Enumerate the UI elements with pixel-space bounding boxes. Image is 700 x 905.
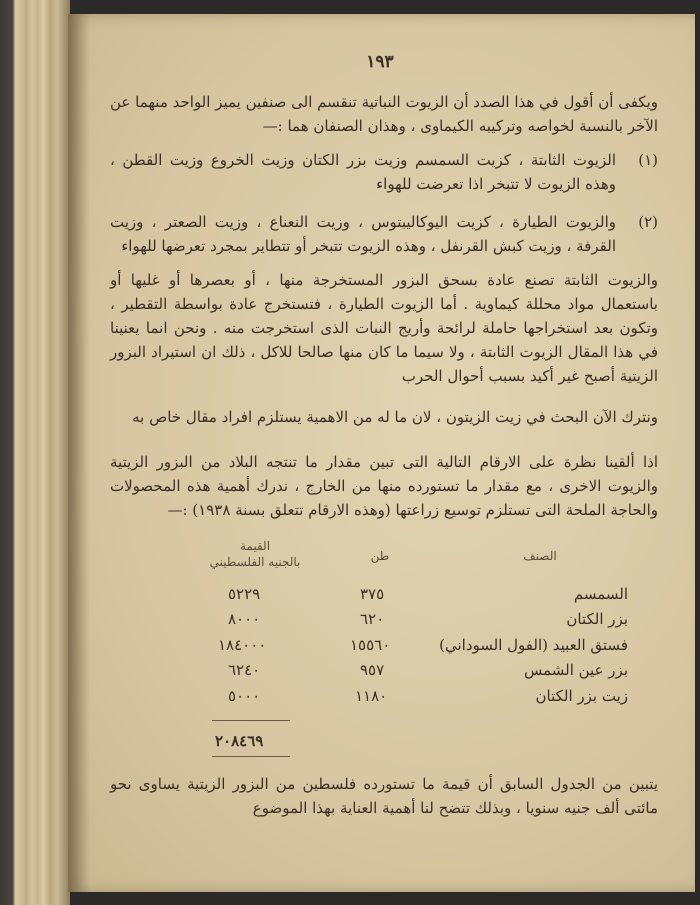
list-item-volatile-oils — [110, 210, 658, 258]
table-cell-tons: ٣٧٥ — [360, 585, 385, 603]
paragraph-olive-oil: ونترك الآن البحث في زيت الزيتون ، لان ما له من الاهمية يستلزم افراد مقال خاص به — [132, 408, 658, 426]
table-header-value-line2: بالجنيه الفلسطيني — [209, 555, 301, 569]
table-cell-tons: ١٥٥٦٠ — [350, 636, 391, 654]
table-header-kind: الصنف — [523, 549, 557, 563]
table-total-rule — [212, 720, 290, 721]
list-item-text: والزيوت الطيارة ، كزيت اليوكاليبتوس ، وزيت النعناع ، وزيت الصعتر ، وزيت القرفة ، وزيت كبش القرنفل ، وهذه الزيوت تتبخر أو تتطاير بمجرد تعرضها للهواء — [110, 213, 616, 255]
spine-shadow — [68, 14, 90, 892]
table-cell-name: فستق العبيد (الفول السوداني) — [439, 636, 628, 654]
table-total-rule — [212, 756, 290, 757]
list-item-number: (١) — [638, 151, 658, 169]
table-cell-tons: ١١٨٠ — [355, 687, 388, 705]
table-header-tons: طن — [370, 549, 390, 563]
table-cell-name: بزر عين الشمس — [523, 661, 628, 679]
paragraph-conclusion: يتبين من الجدول السابق أن قيمة ما تستورده فلسطين من البزور الزيتية يساوى نحو مائتى ألف جنيه سنويا ، وبذلك تتضح لنا أهمية العناية بهذا الموضوع — [110, 775, 658, 817]
page-number: ١٩٣ — [366, 52, 394, 72]
paragraph-figures-intro: اذا ألقينا نظرة على الارقام التالية التى تبين مقدار ما تنتجه البلاد من البزور الزيتية والزيوت الاخرى ، مع مقدار ما تستورده منها من الخارج ، ندرك أهمية هذه المحصولات والحاجة الملحة التى تستلزم توسيع زراعتها (وهذه الارقام تتعلق بسنة ١٩٣٨) :— — [110, 453, 658, 519]
table-cell-value: ١٨٤٠٠٠ — [218, 636, 267, 654]
table-cell-name: زيت بزر الكتان — [535, 687, 628, 705]
book-page-edges — [0, 0, 70, 905]
table-cell-tons: ٦٢٠ — [360, 610, 385, 628]
table-cell-value: ٨٠٠٠ — [228, 610, 261, 628]
table-header-value — [200, 538, 310, 570]
table-cell-tons: ٩٥٧ — [360, 661, 385, 679]
list-item-number: (٢) — [638, 213, 658, 231]
list-item-fixed-oils — [110, 148, 658, 196]
table-cell-value: ٦٢٤٠ — [228, 661, 261, 679]
list-item-text: الزيوت الثابتة ، كزيت السمسم وزيت بزر الكتان وزيت الخروع وزيت القطن ، وهذه الزيوت لا تتبخر اذا تعرضت للهواء — [110, 151, 616, 193]
paragraph-fixed-oils-production: والزيوت الثابتة تصنع عادة بسحق البزور المستخرجة منها ، أو بعصرها أو غليها أو باستعمال مواد محللة كيماوية . أما الزيوت الطيارة ، فتستخرج عادة بواسطة التقطير ، وتكون بعد استخراجها حاملة لرائحة وأريج النبات الذى استخرجت منه . ونحن انما يعنينا في هذا المقال الزيوت الثابتة ، ولا سيما ما كان منها صالحا للاكل ، ذلك ان استيراد البزور الزيتية أصبح غير أكيد بسبب أحوال الحرب — [110, 271, 658, 385]
table-header-value-line1: القيمة — [239, 539, 271, 553]
table-cell-name: السمسم — [573, 585, 628, 603]
table-cell-value: ٥٠٠٠ — [228, 687, 261, 705]
table-total: ٢٠٨٤٦٩ — [215, 732, 264, 750]
table-cell-name: بزر الكتان — [566, 610, 628, 628]
intro-paragraph: ويكفى أن أقول في هذا الصدد أن الزيوت النباتية تنقسم الى صنفين يميز الواحد منهما عن الآخر بالنسبة لخواصه وتركيبه الكيماوى ، وهذان الصنفان هما :— — [110, 93, 658, 135]
table-cell-value: ٥٢٢٩ — [228, 585, 261, 603]
